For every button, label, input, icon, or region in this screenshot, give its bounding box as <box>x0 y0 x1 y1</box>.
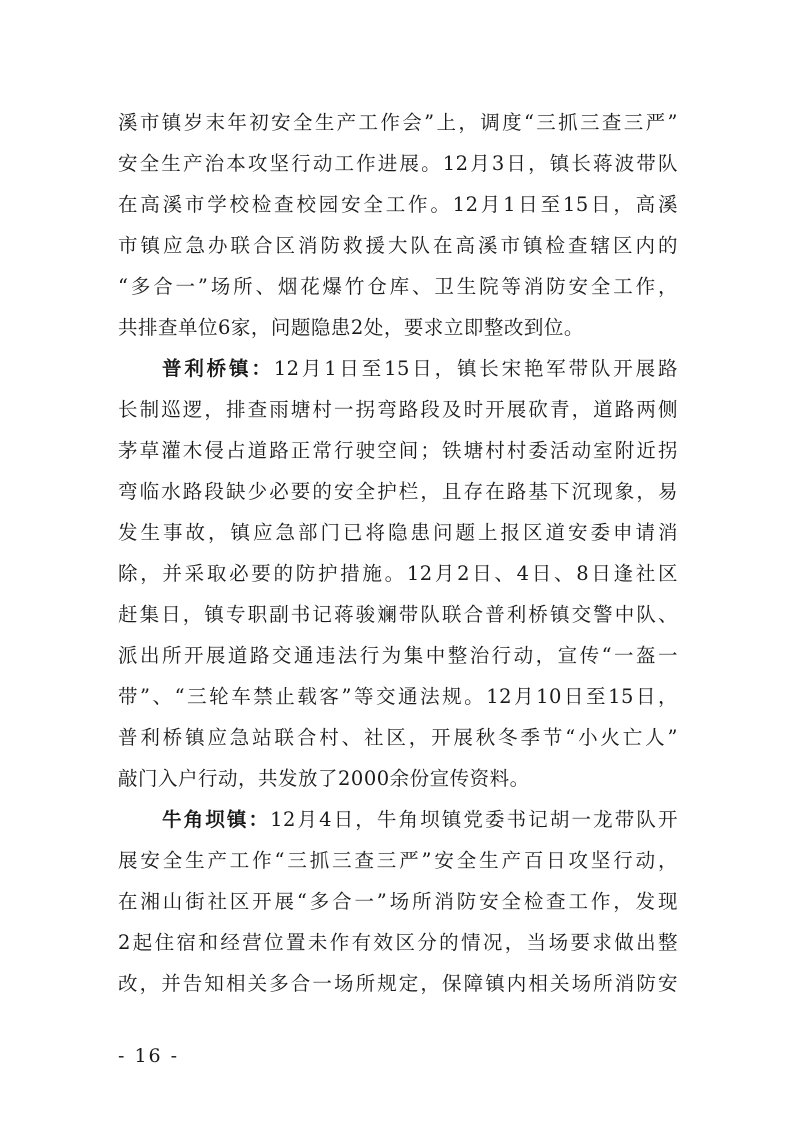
text-line: 赶集日，镇专职副书记蒋骏斓带队联合普利桥镇交警中队、 <box>118 603 678 626</box>
paragraph-heading: 牛角坝镇： <box>162 808 271 831</box>
text-line <box>118 799 678 840</box>
text-line: 弯临水路段缺少必要的安全护栏，且存在路基下沉现象，易 <box>118 480 678 503</box>
text-line: 敲门入户行动，共发放了2000余份宣传资料。 <box>118 767 530 790</box>
text-line: 带”、“三轮车禁止载客”等交通法规。12月10日至15日， <box>118 685 678 708</box>
text-line: 发生事故，镇应急部门已将隐患问题上报区道安委申请消 <box>118 521 678 544</box>
text-line: 普利桥镇应急站联合村、社区，开展秋冬季节“小火亡人” <box>118 726 678 749</box>
text-run: 12月4日，牛角坝镇党委书记胡一龙带队开 <box>270 808 678 831</box>
text-line: 共排查单位6家，问题隐患2处，要求立即整改到位。 <box>118 316 584 339</box>
text-line: “多合一”场所、烟花爆竹仓库、卫生院等消防安全工作， <box>118 275 678 298</box>
text-line: 溪市镇岁末年初安全生产工作会”上，调度“三抓三查三严” <box>118 111 678 134</box>
text-line: 2起住宿和经营位置未作有效区分的情况，当场要求做出整 <box>118 931 678 954</box>
text-line: 长制巡逻，排查雨塘村一拐弯路段及时开展砍青，道路两侧 <box>118 398 678 421</box>
text-line: 派出所开展道路交通违法行为集中整治行动，宣传“一盔一 <box>118 644 678 667</box>
text-line: 安全生产治本攻坚行动工作进展。12月3日，镇长蒋波带队 <box>118 152 678 175</box>
text-line: 茅草灌木侵占道路正常行驶空间；铁塘村村委活动室附近拐 <box>118 439 678 462</box>
paragraph-gaoxishi <box>118 102 678 348</box>
text-run: 12月1日至15日，镇长宋艳军带队开展路 <box>273 357 678 380</box>
page-number: - 16 - <box>118 1045 180 1067</box>
text-line: 市镇应急办联合区消防救援大队在高溪市镇检查辖区内的 <box>118 234 678 257</box>
paragraph-pulìqiao <box>118 348 678 799</box>
text-line: 在高溪市学校检查校园安全工作。12月1日至15日，高溪 <box>118 193 678 216</box>
paragraph-niujiaoba <box>118 799 678 1004</box>
text-line: 除，并采取必要的防护措施。12月2日、4日、8日逢社区 <box>118 562 678 585</box>
text-line: 改，并告知相关多合一场所规定，保障镇内相关场所消防安 <box>118 972 678 995</box>
text-line: 在湘山街社区开展“多合一”场所消防安全检查工作，发现 <box>118 890 678 913</box>
text-line: 展安全生产工作“三抓三查三严”安全生产百日攻坚行动， <box>118 849 678 872</box>
text-line <box>118 348 678 389</box>
paragraph-heading: 普利桥镇： <box>162 357 274 380</box>
